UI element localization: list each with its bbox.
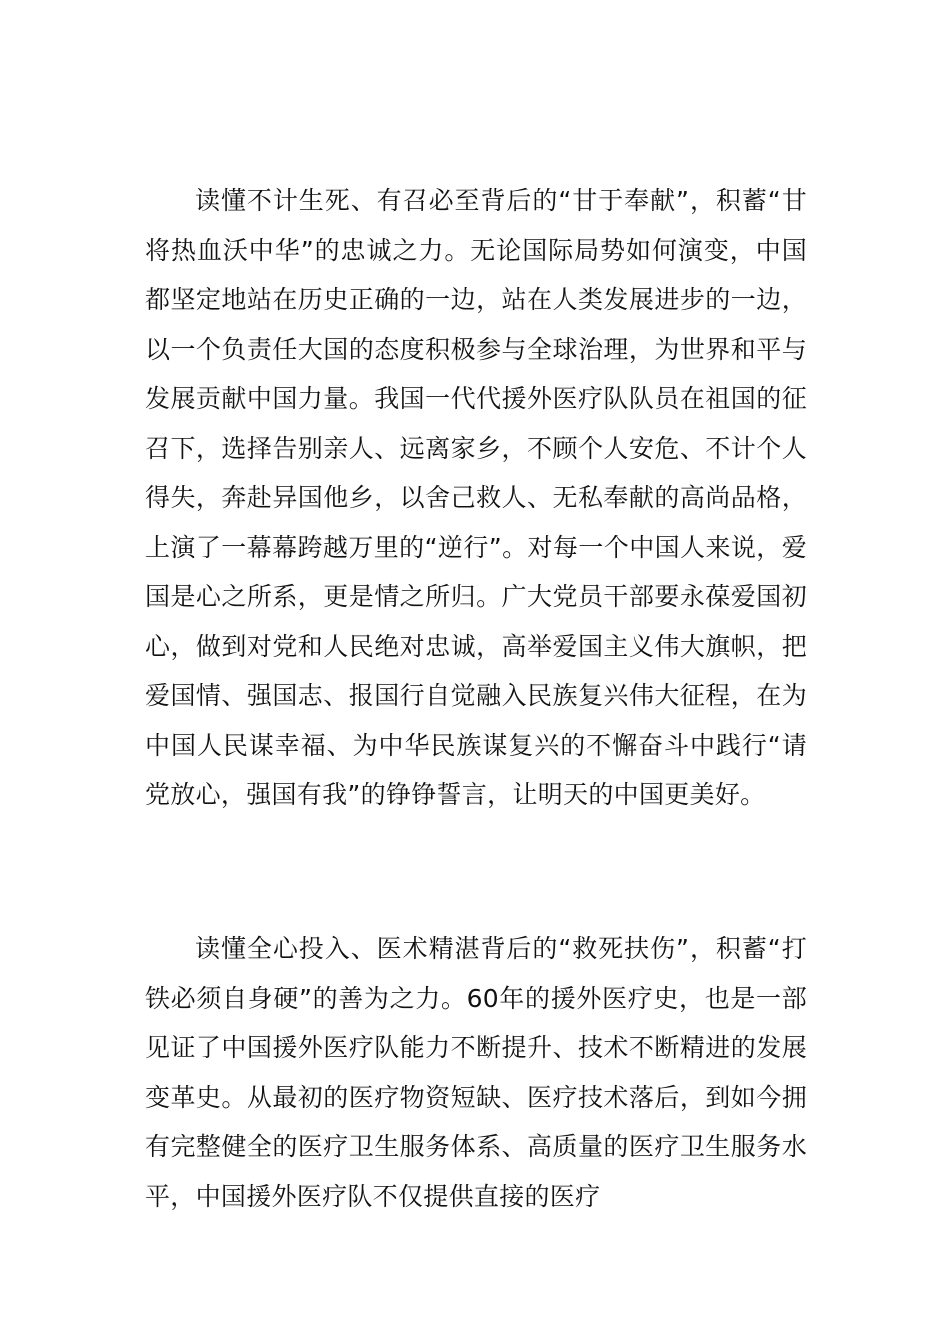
paragraph-dedication: 读懂不计生死、有召必至背后的“甘于奉献”，积蓄“甘将热血沃中华”的忠诚之力。无论国际局势如何演变，中国都坚定地站在历史正确的一边，站在人类发展进步的一边，以一个负责任大国的态度积极参与全球治理，为世界和平与发展贡献中国力量。我国一代代援外医疗队队员在祖国的征召下，选择告别亲人、远离家乡，不顾个人安危、不计个人得失，奔赴异国他乡，以舍己救人、无私奉献的高尚品格，上演了一幕幕跨越万里的“逆行”。对每一个中国人来说，爱国是心之所系，更是情之所归。广大党员干部要永葆爱国初心，做到对党和人民绝对忠诚，高举爱国主义伟大旗帜，把爱国情、强国志、报国行自觉融入民族复兴伟大征程，在为中国人民谋幸福、为中华民族谋复兴的不懈奋斗中践行“请党放心，强国有我”的铮铮誓言，让明天的中国更美好。 [145, 186, 807, 809]
paragraph-medical-skill: 读懂全心投入、医术精湛背后的“救死扶伤”，积蓄“打铁必须自身硬”的善为之力。60年的援外医疗史，也是一部见证了中国援外医疗队能力不断提升、技术不断精进的发展变革史。从最初的医疗物资短缺、医疗技术落后，到如今拥有完整健全的医疗卫生服务体系、高质量的医疗卫生服务水平，中国援外医疗队不仅提供直接的医疗 [145, 934, 807, 1211]
